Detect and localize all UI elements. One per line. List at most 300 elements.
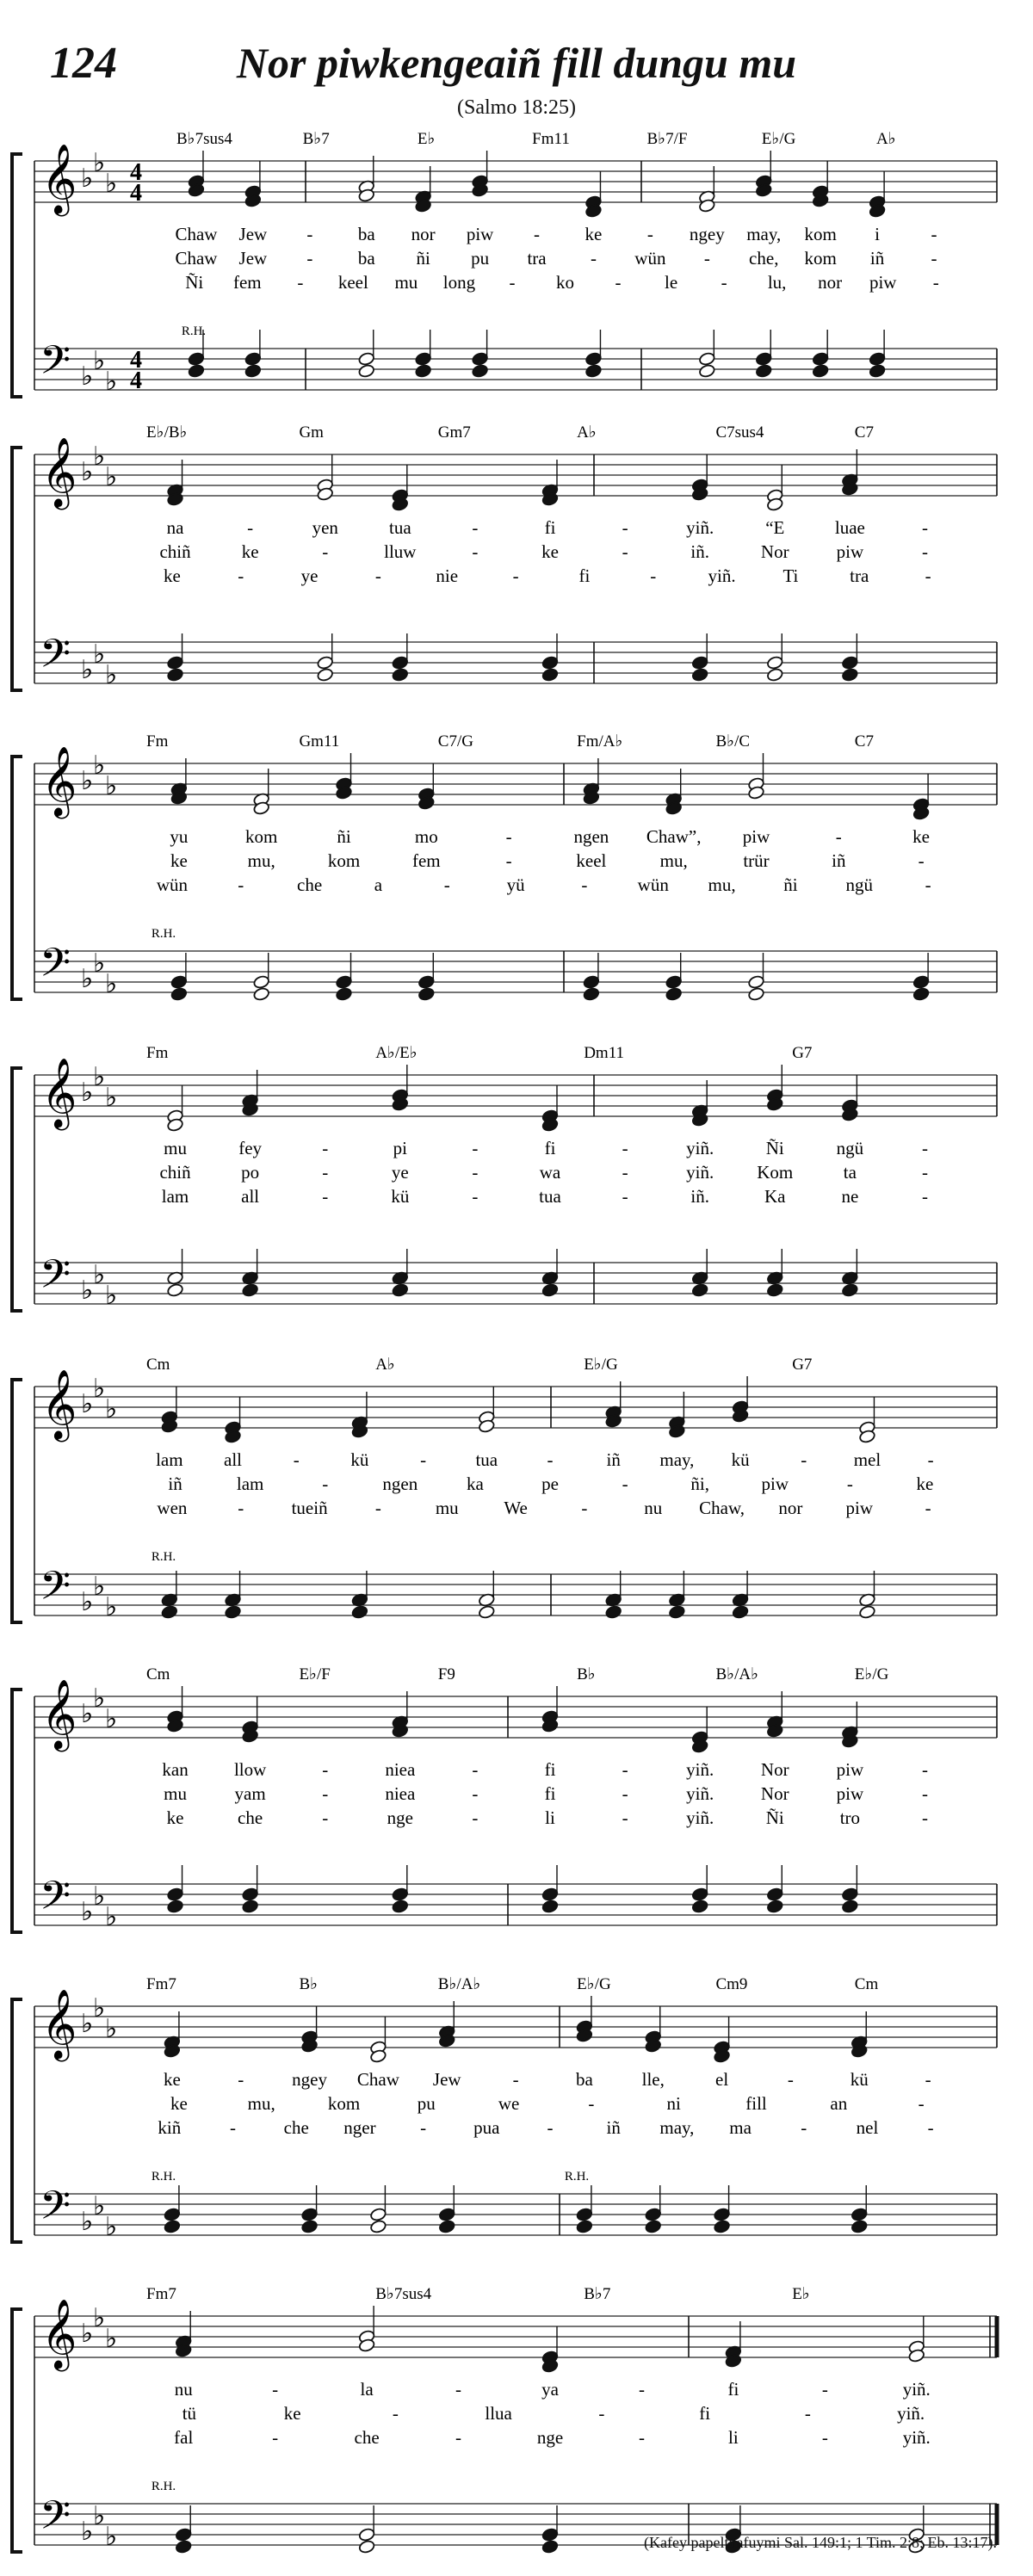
lyric-syllable: Nor [760,541,789,562]
lyric-syllable: trür [743,850,770,871]
lyric-syllable: - [622,1759,628,1780]
flat-icon: ♭ [81,2010,94,2038]
chord-symbol: G7 [792,1356,813,1374]
lyric-syllable: chiñ [159,541,191,562]
bass-note-head [242,1887,259,1901]
bass-note-head [351,1604,368,1619]
lyric-syllable: yiñ. [686,517,714,538]
flat-icon: ♭ [93,2304,106,2332]
chord-symbol: C7sus4 [715,423,764,442]
lyric-syllable: wün [637,874,669,895]
time-signature-bottom: 4 [130,368,142,394]
lyric-syllable: yen [312,517,338,538]
flat-icon: ♭ [105,1084,118,1112]
flat-icon: ♭ [105,1395,118,1424]
chord-symbol: B♭7 [302,130,330,148]
bass-note-head [766,1887,783,1901]
bass-clef-icon: 𝄢 [40,2184,71,2238]
lyric-syllable: - [472,1186,479,1207]
lyric-syllable: - [646,224,653,244]
lyric-syllable: - [835,826,842,847]
lyric-syllable: Chaw [356,2069,399,2090]
lyric-syllable: pe [541,1473,559,1494]
lyric-syllable: chiñ [159,1162,191,1183]
lyric-syllable: Chaw [175,224,218,244]
flat-icon: ♭ [93,640,106,669]
bass-note-head [755,351,772,366]
lyric-syllable: - [622,1162,628,1183]
lyric-syllable: Ñi [765,1807,784,1828]
lyric-syllable: piw [836,1759,864,1780]
bass-clef-icon: 𝄢 [40,942,71,995]
lyric-syllable: yiñ. [686,1759,714,1780]
flat-icon: ♭ [81,2320,94,2348]
lyric-syllable: pu [417,2093,436,2114]
bass-staff-1 [34,349,997,390]
lyric-syllable: yiñ. [902,2427,931,2448]
lyric-syllable: ke [166,1807,184,1828]
lyric-syllable: llua [485,2403,512,2424]
lyric-syllable: tua [475,1449,498,1470]
chord-symbol: B♭7 [584,2285,611,2303]
system-bracket [12,154,22,397]
lyric-syllable: - [918,850,925,871]
bass-note-head [358,351,375,366]
lyric-syllable: nge [536,2427,564,2448]
lyric-syllable: ta [843,1162,857,1183]
lyric-syllable: nel [856,2117,879,2138]
lyric-syllable: - [472,1783,479,1804]
flat-icon: ♭ [105,1282,118,1310]
flat-icon: ♭ [93,1882,106,1911]
bass-note-head [851,2219,868,2233]
bass-note-head [691,1899,708,1913]
lyric-syllable: Chaw, [699,1498,745,1518]
lyric-syllable: ñi [783,874,798,895]
lyric-syllable: kiñ [158,2117,182,2138]
bass-note-head [665,986,683,1001]
lyric-syllable: Jew [238,248,268,269]
lyric-syllable: - [588,2093,595,2114]
bass-note-head [812,363,829,378]
lyric-syllable: ba [357,224,375,244]
chord-symbol: C7 [854,423,874,442]
flat-icon: ♭ [105,1705,118,1733]
lyric-syllable: - [322,1186,329,1207]
lyric-syllable: we [498,2093,520,2114]
bass-note-head [167,655,184,670]
lyric-syllable: - [455,2379,462,2400]
flat-icon: ♭ [81,965,94,993]
bass-clef-icon: 𝄢 [40,1875,71,1928]
bass-note-head [858,1604,875,1619]
flat-icon: ♭ [105,661,118,689]
bass-note-head [418,986,435,1001]
chord-symbol: Fm7 [146,1975,176,1993]
treble-clef-icon: 𝄞 [41,146,77,213]
bass-note-head [691,667,708,682]
lyric-syllable: keel [337,272,368,293]
lyric-syllable: - [547,2117,554,2138]
flat-icon: ♭ [105,368,118,396]
lyric-syllable: - [322,1138,329,1158]
bass-note-head [167,1899,184,1913]
lyric-syllable: lam [161,1186,189,1207]
lyric-syllable: tueiñ [291,1498,328,1518]
bass-note-head [841,655,858,670]
bass-note-head [358,2539,375,2554]
lyric-syllable: wün [156,874,189,895]
lyric-syllable: - [322,541,329,562]
chord-symbol: Cm [146,1665,170,1683]
chord-symbol: Cm [146,1356,170,1374]
lyric-syllable: - [420,1449,427,1470]
bass-note-head [755,363,772,378]
bass-note-head [164,2219,181,2233]
lyric-syllable: - [925,874,931,895]
lyric-syllable: piw [845,1498,873,1518]
lyric-syllable: - [420,2117,427,2138]
lyric-syllable: - [297,272,304,293]
lyric-syllable: - [512,565,519,586]
lyric-syllable: kom [327,850,361,871]
right-hand-marking: R.H. [151,927,176,941]
lyric-syllable: iñ [168,1473,182,1494]
bass-note-head [869,351,886,366]
bass-note-head [541,2527,559,2542]
lyric-syllable: ngü [845,874,873,895]
bass-note-head [747,974,764,989]
chord-symbol: A♭ [577,423,597,442]
chord-symbol: A♭ [375,1356,395,1374]
bass-note-head [369,2207,387,2221]
lyric-syllable: all [241,1186,260,1207]
flat-icon: ♭ [81,362,94,391]
lyric-syllable: tra [850,565,869,586]
chord-symbol: B♭/C [715,732,751,751]
bass-note-head [478,1604,495,1619]
lyric-syllable: piw [836,541,864,562]
chord-symbol: Gm7 [437,423,471,442]
lyric-syllable: li [545,1807,555,1828]
lyric-syllable: pi [393,1138,407,1158]
bass-note-head [335,974,352,989]
bass-note-head [541,667,559,682]
lyric-syllable: na [166,517,184,538]
bass-note-head [665,974,683,989]
lyric-syllable: kü [731,1449,750,1470]
bass-note-head [747,986,764,1001]
lyric-syllable: wa [539,1162,561,1183]
lyric-syllable: ke [170,850,188,871]
lyric-syllable: - [931,248,937,269]
right-hand-marking: R.H. [151,2480,176,2493]
lyric-syllable: - [472,541,479,562]
lyric-syllable: - [846,1473,853,1494]
lyric-syllable: mu [164,1783,187,1804]
lyric-syllable: Nor [760,1783,789,1804]
lyric-syllable: tua [539,1186,561,1207]
lyric-syllable: - [622,1186,628,1207]
lyric-syllable: ke [585,224,603,244]
flat-icon: ♭ [81,1588,94,1616]
lyric-syllable: - [392,2403,399,2424]
lyric-syllable: Ñi [765,1138,784,1158]
lyric-syllable: ngü [836,1138,864,1158]
flat-icon: ♭ [81,1078,94,1107]
chord-symbol: E♭ [417,130,436,148]
lyric-syllable: - [534,224,541,244]
bass-note-head [585,363,602,378]
lyric-syllable: - [472,517,479,538]
chord-symbol: Gm11 [299,732,340,751]
chord-symbol: Fm7 [146,2285,176,2303]
bass-note-head [358,363,375,378]
bass-note-head [335,986,352,1001]
lyric-syllable: pua [473,2117,500,2138]
bass-note-head [714,2219,731,2233]
lyric-syllable: niea [385,1759,416,1780]
lyric-syllable: mu [435,1498,459,1518]
lyric-syllable: - [472,1162,479,1183]
lyric-syllable: Kom [757,1162,794,1183]
lyric-syllable: ngen [382,1473,418,1494]
chord-symbol: C7/G [437,732,473,751]
lyric-syllable: - [455,2427,462,2448]
lyric-syllable: tü [182,2403,197,2424]
lyric-syllable: iñ. [690,1186,709,1207]
lyric-syllable: - [322,1162,329,1183]
flat-icon: ♭ [105,2325,118,2353]
lyric-syllable: - [622,1138,628,1158]
bass-note-head [869,363,886,378]
lyric-syllable: - [921,1807,928,1828]
lyric-syllable: fal [174,2427,194,2448]
bass-clef-icon: 𝄢 [40,2494,71,2548]
hymn-title: Nor piwkengeaiñ fill dungu mu [236,39,797,87]
lyric-syllable: che, [749,248,779,269]
lyric-syllable: - [921,1783,928,1804]
flat-icon: ♭ [105,970,118,998]
lyric-syllable: - [921,1186,928,1207]
lyric-syllable: ngey [689,224,725,244]
lyric-syllable: ke [164,2069,181,2090]
lyric-syllable: kom [327,2093,361,2114]
flat-icon: ♭ [93,1572,106,1601]
chord-symbol: F9 [437,1665,455,1683]
bass-note-head [691,655,708,670]
bass-note-head [253,986,270,1001]
lyric-syllable: - [230,2117,237,2138]
bass-note-head [812,351,829,366]
bass-note-head [175,2539,192,2554]
lyric-syllable: - [787,2069,794,2090]
flat-icon: ♭ [93,442,106,471]
lyric-syllable: - [638,2379,645,2400]
lyric-syllable: - [322,1783,329,1804]
bass-note-head [161,1604,178,1619]
lyric-syllable: fi [544,1783,556,1804]
system-bracket [12,1380,22,1622]
treble-clef-icon: 𝄞 [41,1060,77,1127]
lyric-syllable: fey [238,1138,263,1158]
lyric-syllable: ba [357,248,375,269]
lyric-syllable: kan [162,1759,189,1780]
lyric-syllable: li [728,2427,739,2448]
lyric-syllable: mu [164,1138,187,1158]
bass-note-head [766,667,783,682]
lyric-syllable: kom [245,826,278,847]
lyric-syllable: - [509,272,516,293]
bass-note-head [841,667,858,682]
lyric-syllable: piw [466,224,494,244]
lyric-syllable: all [224,1449,243,1470]
lyric-syllable: ni [666,2093,681,2114]
lyric-syllable: iñ [606,2117,621,2138]
lyric-syllable: ma [729,2117,752,2138]
lyric-syllable: nge [387,1807,413,1828]
lyric-syllable: ye [300,565,319,586]
bass-note-head [766,655,783,670]
lyric-syllable: Chaw [175,248,218,269]
lyric-syllable: kom [804,224,837,244]
bass-note-head [244,351,262,366]
lyric-syllable: che [297,874,323,895]
chord-symbol: B♭ [577,1665,596,1683]
lyric-syllable: ke [164,565,181,586]
lyric-syllable: - [921,1138,928,1158]
scripture-footnote: (Kafey papeltuafuymi Sal. 149:1; 1 Tim. 2:8; Eb. 13:17). [644,2534,997,2551]
system-bracket [12,757,22,999]
bass-clef-icon: 𝄢 [40,1565,71,1618]
bass-note-head [167,1887,184,1901]
right-hand-marking: R.H. [151,1550,176,1564]
time-signature-top: 4 [130,347,142,374]
lyric-syllable: la [360,2379,374,2400]
lyric-syllable: yü [506,874,525,895]
lyric-syllable: - [821,2379,828,2400]
hymn-number: 124 [50,39,117,88]
bass-note-head [392,655,409,670]
bass-note-head [714,2207,731,2221]
bass-note-head [841,1899,858,1913]
lyric-syllable: yiñ. [686,1783,714,1804]
bass-note-head [691,1282,708,1297]
time-signature-bottom: 4 [130,180,142,207]
chord-symbol: B♭7sus4 [375,2285,432,2303]
lyric-syllable: i [875,224,881,244]
chord-symbol: Fm11 [532,130,570,148]
flat-icon: ♭ [81,1276,94,1305]
flat-icon: ♭ [93,1994,106,2023]
lyric-syllable: - [238,1498,244,1518]
lyric-syllable: mu, [708,874,736,895]
treble-clef-icon: 𝄞 [41,749,77,815]
lyric-syllable: ngey [292,2069,327,2090]
lyric-syllable: ne [841,1186,859,1207]
bass-note-head [841,1282,858,1297]
lyric-syllable: an [830,2093,848,2114]
system-bracket [12,1999,22,2242]
lyric-syllable: - [272,2427,279,2448]
lyric-syllable: tua [388,517,411,538]
system-bracket [12,448,22,690]
bass-note-head [438,2219,455,2233]
lyric-syllable: - [622,1473,628,1494]
chord-symbol: E♭/B♭ [146,423,188,442]
flat-icon: ♭ [105,463,118,491]
bass-note-head [164,2207,181,2221]
lyric-syllable: ke [912,826,931,847]
lyric-syllable: nor [411,224,436,244]
bass-note-head [224,1604,241,1619]
bass-note-head [472,351,489,366]
system-bracket [12,1068,22,1311]
lyric-syllable: Jew [238,224,268,244]
lyric-syllable: ke [241,541,259,562]
lyric-syllable: - [306,248,313,269]
lyric-syllable: may, [659,2117,695,2138]
right-hand-marking: R.H. [564,2170,590,2184]
lyric-syllable: - [374,565,381,586]
treble-clef-icon: 𝄞 [41,1992,77,2058]
bass-note-head [912,986,930,1001]
lyric-syllable: - [238,874,244,895]
lyric-syllable: ñi [416,248,430,269]
lyric-syllable: - [804,2403,811,2424]
lyric-syllable: - [374,1498,381,1518]
lyric-syllable: - [801,2117,807,2138]
bass-note-head [170,974,188,989]
lyric-syllable: - [921,1759,928,1780]
chord-symbol: B♭7/F [646,130,688,148]
lyric-syllable: - [505,826,512,847]
lyric-syllable: Jew [432,2069,461,2090]
lyric-syllable: Chaw”, [646,826,702,847]
lyric-syllable: - [921,541,928,562]
lyric-syllable: - [272,2379,279,2400]
lyric-syllable: lam [236,1473,264,1494]
lyric-syllable: - [512,2069,519,2090]
lyric-syllable: - [322,1473,329,1494]
flat-icon: ♭ [93,751,106,780]
bass-note-head [188,363,205,378]
flat-icon: ♭ [81,2517,94,2546]
treble-staff-5 [34,1387,997,1428]
lyric-syllable: ko [556,272,574,293]
lyric-syllable: fi [699,2403,711,2424]
lyric-syllable: niea [385,1783,416,1804]
bass-note-head [541,1887,559,1901]
lyric-syllable: fi [544,1138,556,1158]
lyric-syllable: - [322,1759,329,1780]
flat-icon: ♭ [93,1374,106,1403]
chord-symbol: E♭/G [854,1665,889,1683]
bass-note-head [583,974,600,989]
lyric-syllable: fi [544,517,556,538]
lyric-syllable: long [442,272,476,293]
flat-icon: ♭ [105,2015,118,2043]
right-hand-marking: R.H. [181,324,207,338]
bass-note-head [301,2219,319,2233]
chord-symbol: Dm11 [584,1044,624,1062]
lyric-syllable: wen [157,1498,188,1518]
lyric-syllable: che [354,2427,380,2448]
flat-icon: ♭ [93,949,106,978]
bass-note-head [668,1604,685,1619]
chord-symbol: B♭ [299,1975,319,1993]
lyric-syllable: - [238,2069,244,2090]
